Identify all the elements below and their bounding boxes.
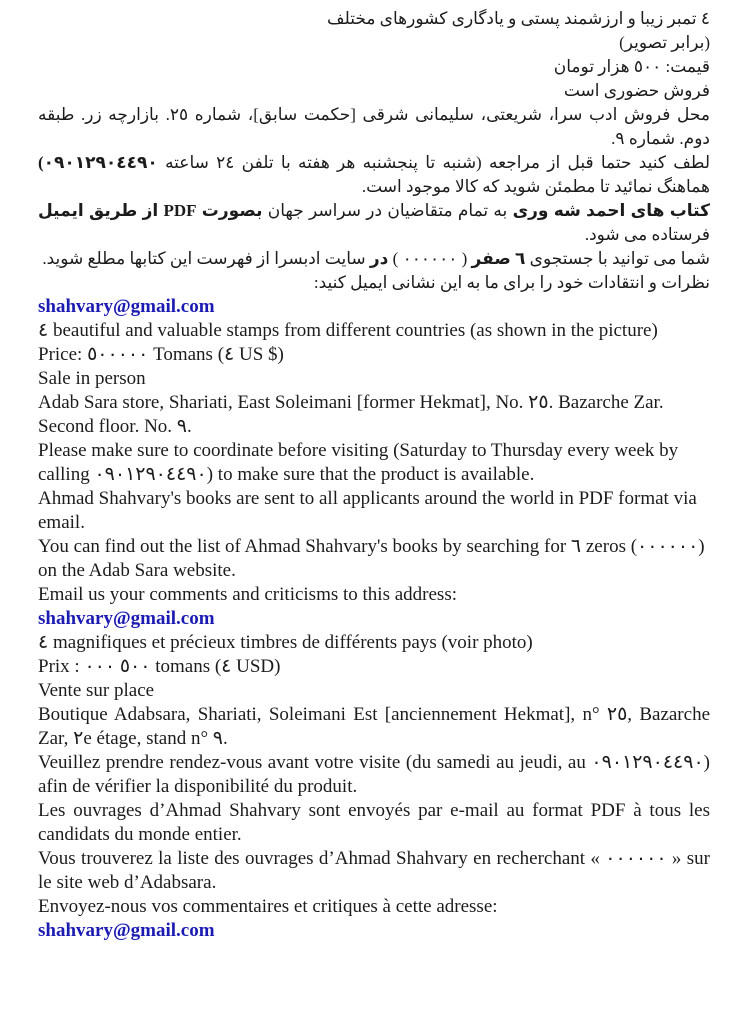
text-run: Les ouvrages d’Ahmad Shahvary sont envoyés par e-mail au format PDF à tous les candidats du monde entier. (38, 800, 710, 845)
text-run: قیمت: ٥٠٠ هزار تومان (553, 57, 710, 76)
fr-title-paragraph (38, 631, 710, 655)
fr-comments-line (38, 895, 710, 919)
fa-as-picture-line (38, 31, 710, 55)
text-run: Prix : ٥٠٠ ٠٠٠ tomans (٤ USD) (38, 656, 281, 677)
text-run: لطف کنید حتما قبل از مراجعه (شنبه تا پنجشنبه هر هفته با تلفن ٢٤ ساعته (157, 153, 710, 172)
en-six-zeros-paragraph (38, 535, 710, 583)
en-price-line (38, 343, 710, 367)
text-run: Vente sur place (38, 680, 155, 701)
email-link[interactable]: shahvary@gmail.com (38, 608, 215, 629)
fa-sale-in-person-line (38, 79, 710, 103)
email-line-2 (38, 607, 710, 631)
text-run: هماهنگ نمائید تا مطمئن شوید که کالا موجود است. (361, 177, 710, 196)
text-run: سایت ادبسرا از فهرست این کتابها مطلع شوید. (42, 249, 370, 268)
text-run: Email us your comments and criticisms to this address: (38, 584, 457, 605)
fr-sale-in-person-line (38, 679, 710, 703)
fa-comments-line (38, 271, 710, 295)
text-run: ٦ صفر (471, 249, 526, 268)
en-coordinate-paragraph (38, 439, 710, 487)
fa-title-line (38, 7, 710, 31)
text-run: ( ٠٠٠٠٠٠ ) (388, 249, 472, 268)
text-run: نظرات و انتقادات خود را برای ما به این نشانی ایمیل کنید: (313, 273, 710, 292)
text-run: Vous trouverez la liste des ouvrages d’Ahmad Shahvary en recherchant « ٠٠٠٠٠٠ » sur le site web d’Adabsara. (38, 848, 710, 893)
email-link[interactable]: shahvary@gmail.com (38, 296, 215, 317)
text-run: (برابر تصویر) (619, 33, 710, 52)
fa-six-zeros-paragraph (38, 247, 710, 271)
text-run: در (369, 249, 389, 268)
text-run: Boutique Adabsara, Shariati, Soleimani Est [anciennement Hekmat], n° ٢٥, Bazarche Zar, ٢e étage, stand n° ٩. (38, 704, 710, 749)
fr-coordinate-paragraph (38, 751, 710, 799)
text-run: You can find out the list of Ahmad Shahvary's books by searching for ٦ zeros (٠٠٠٠٠٠) on the Adab Sara website. (38, 536, 705, 581)
text-run: فرستاده می شود. (584, 225, 710, 244)
text-run: Ahmad Shahvary's books are sent to all applicants around the world in PDF format via email. (38, 488, 697, 533)
document-body (38, 7, 710, 943)
text-run: Envoyez-nous vos commentaires et critiques à cette adresse: (38, 896, 498, 917)
text-run: ٤ تمبر زیبا و ارزشمند پستی و یادگاری کشورهای مختلف (327, 9, 710, 28)
fa-price-line (38, 55, 710, 79)
email-line-1 (38, 295, 710, 319)
text-run: ٠٩٠١٢٩٠٤٤٩٠) (38, 153, 158, 172)
text-run: Veuillez prendre rendez-vous avant votre visite (du samedi au jeudi, au ٠٩٠١٢٩٠٤٤٩٠) afin de vérifier la disponibilité du produit. (38, 752, 710, 797)
en-address-paragraph (38, 391, 710, 439)
fr-six-zeros-paragraph (38, 847, 710, 895)
fa-address-paragraph (38, 103, 710, 151)
text-run: ٤ beautiful and valuable stamps from different countries (as shown in the picture) (38, 320, 658, 341)
text-run: Price: ٥٠٠٠٠٠ Tomans (٤ US $) (38, 344, 284, 365)
en-sale-in-person-line (38, 367, 710, 391)
text-run: به تمام متقاضیان در سراسر جهان (262, 201, 513, 220)
en-title-paragraph (38, 319, 710, 343)
fa-coordinate-paragraph (38, 151, 710, 199)
text-run: Please make sure to coordinate before visiting (Saturday to Thursday every week by calling ٠٩٠١٢٩٠٤٤٩٠) to make sure that the product is available. (38, 440, 679, 485)
en-books-pdf-paragraph (38, 487, 710, 535)
fa-books-pdf-paragraph (38, 199, 710, 247)
text-run: کتاب های احمد شه وری (512, 201, 710, 220)
text-run: فروش حضوری است (563, 81, 710, 100)
text-run: ٤ magnifiques et précieux timbres de différents pays (voir photo) (38, 632, 533, 653)
fr-address-paragraph (38, 703, 710, 751)
text-run: Adab Sara store, Shariati, East Soleimani [former Hekmat], No. ٢٥. Bazarche Zar. Second floor. No. ٩. (38, 392, 664, 437)
fr-price-line (38, 655, 710, 679)
text-run: Sale in person (38, 368, 146, 389)
email-link[interactable]: shahvary@gmail.com (38, 920, 215, 941)
text-run: محل فروش ادب سرا، شریعتی، سلیمانی شرقی [حکمت سابق]، شماره ٢٥. بازارچه زر. طبقه دوم. شماره ٩. (38, 105, 710, 148)
email-line-3 (38, 919, 710, 943)
fr-books-pdf-paragraph (38, 799, 710, 847)
text-run: شما می توانید با جستجوی (525, 249, 710, 268)
text-run: بصورت PDF از طریق ایمیل (38, 201, 263, 220)
en-comments-line (38, 583, 710, 607)
